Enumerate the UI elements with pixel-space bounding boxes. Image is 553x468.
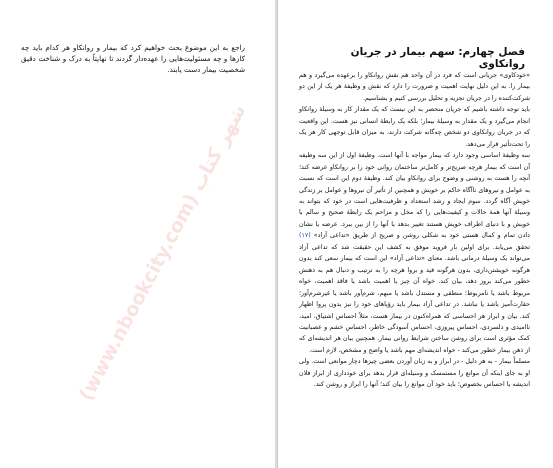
paragraph: مسلماً بیمار - به هر دلیل - در ابراز و به زبان آوردن بعضی چیزها دچار موانعی است. ولی او به جای اینکه آن موانع را مستمسک و وسیله‌ای قرار بدهد برای خودداری از ابراز فلان اندیشه یا احساس بخصوص؛ باید خود آن موانع را بیان کند؛ آنها را ابراز و روشن کند. — [299, 358, 530, 389]
footnote-link[interactable]: (۱۷) — [299, 232, 311, 240]
paragraph-text: تحقق می‌یابد. برای اولین بار فروید موفق به کشف این حقیقت شد که تداعی آزاد می‌تواند یک وسیلهٔ درمانی باشد. معنای «تداعی آزاد» این است که بیمار سعی کند بدون هرگونه خویشتن‌داری، بدون هرگونه قید و بروا هرچه را به ترتیب و دنبال هم به ذهنش خطور می‌کند بروز دهد، بیان کند. خواه آن چیز یا اهمیت باشد یا فاقد اهمیت، خواه مربوط باشد یا نامربوط؛ منطقی و مستدل باشد یا مبهم، شرم‌آور باشد یا غیرشرم‌آور؛ حقارت‌آمیز باشد یا نباشد. در تداعی آزاد بیمار باید رؤیاهای خود را نیز بدون پروا اظهار کند. بیان و ابراز هر احساسی که همراه‌کنون در بیمار هست، مثلاً احساس اشتیاق، امید، ناامیدی و دلسردی، احساس پیروزی، احساس آسودگی خاطر، احساس خشم و عصبانیت کمک مؤثری است برای روشن ساختن شرایط روانی بیمار. همچنین بیان هر اندیشه‌ای که از ذهن بیمار خطور می‌کند - خواه اندیشه‌ای مهم باشد یا واضح و مشخص، لازم است. — [299, 243, 530, 354]
chapter-body — [299, 70, 530, 391]
chapter-title: فصل چهارم: سهم بیمار در جریان روانکاوی — [350, 46, 525, 70]
paragraph: «خودکاوی» جریانی است که فرد در آن واحد هم نقش روانکاو را برعهده می‌گیرد و هم بیمار را. به این دلیل نهایت اهمیت و ضرورت را دارد که نقش و وظیفهٔ هر یک از این دو شرکت‌کننده را در جریان تجزیه و تحلیل بررسی کنیم و بشناسیم. — [299, 72, 530, 102]
paragraph — [299, 150, 530, 356]
left-page-paragraph: راجع به این موضوع بحث خواهیم کرد که بیمار و روانکاو هر کدام باید چه کارها و چه مسئولیت‌هایی را عهده‌دار گردند تا نهایتاً به درک و شناخت دقیق شخصیت بیمار دست یابند. — [21, 43, 245, 74]
paragraph-text: سه وظیفهٔ اساسی وجود دارد که بیمار مواجه با آنها است. وظیفهٔ اول از این سه وظیفه آن است که بیمار هرچه صریح‌تر و کامل‌تر ساختمان روانی خود را بر روانکاو عرضه کند؛ آنچه را هست به روشنی و وضوح برای روانکاو بیان کند. وظیفهٔ دوم این است که نسبت به عوامل و نیروهای ناآگاه حاکم بر خویش و همچنین از تأثیر آن نیروها و عوامل بر زندگی خویش آگاه گردد. سوم ایجاد و رشد استعداد و ظرفیت‌هایی است در خود که بتواند به وسیلهٔ آنها همهٔ حالات و کیفیت‌هایی را که مخل و مزاحم یک رابطهٔ صحیح و سالم با خویش و با دنیای اطراف خویش هستند تغییر بدهد یا آنها را از بین ببرد. عرضه یا نشان دادن تمام و کمال هستی خود به شکلی روشن و صریح از طریق «تداعی آزاد» — [299, 152, 530, 240]
paragraph: باید توجه داشته باشیم که جریان منحصر به این نیست که یک مقدار کار به وسیلهٔ روانکاو انجام می‌گیرد و یک مقدار به وسیلهٔ بیمار؛ بلکه یک رابطهٔ انسانی نیز هست. این واقعیت که در جریان روانکاوی دو شخص چه‌گانه شرکت دارند، به میزان قابل توجهی کار هر یک را تحت‌تأثیر قرار می‌دهد. — [299, 106, 530, 148]
watermark: (www.nbookcity.com) شهر کتاب — [75, 100, 251, 405]
left-page — [0, 0, 275, 468]
right-page — [277, 0, 553, 468]
